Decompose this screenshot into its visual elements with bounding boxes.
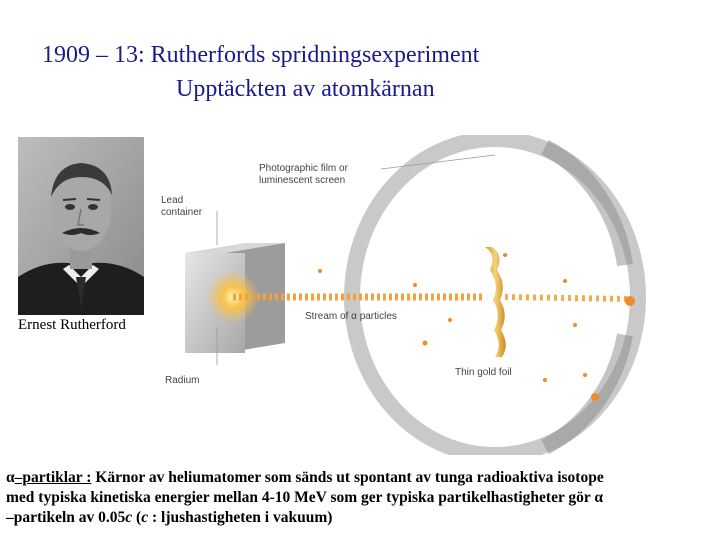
speed-of-light-symbol: c: [125, 509, 133, 526]
lead-label: Lead: [161, 195, 184, 206]
alpha-symbol-2: α: [594, 489, 604, 506]
alpha-particle-description: [6, 468, 716, 528]
description-line-2-text: med typiska kinetiska energier mellan 4-10 MeV som ger typiska partikelhastigheter gör: [6, 489, 591, 506]
alpha-symbol: α: [6, 469, 15, 486]
container-label: container: [161, 207, 203, 218]
description-line-3-start: –partikeln av 0.05: [6, 509, 126, 526]
foil-label: Thin gold foil: [455, 367, 512, 378]
photo-caption: Ernest Rutherford: [18, 317, 126, 333]
stream-label: Stream of α particles: [305, 311, 397, 322]
gold-foil: [485, 247, 506, 357]
film-label: Photographic film or: [259, 163, 348, 174]
radium-label: Radium: [165, 375, 200, 386]
title-line-2: Upptäckten av atomkärnan: [176, 76, 435, 102]
description-line-2: [6, 488, 716, 508]
rutherford-portrait: [18, 137, 144, 315]
scattering-diagram: [145, 135, 715, 455]
speed-of-light-symbol-2: c: [141, 509, 149, 526]
description-line-3: [6, 508, 716, 528]
film-label-2: luminescent screen: [259, 175, 346, 186]
description-line-3-end: : ljushastigheten i vakuum): [148, 509, 333, 526]
description-line-1: [6, 468, 716, 488]
term-alpha-particles: –partiklar :: [14, 469, 92, 486]
description-line-3-mid: (: [132, 509, 142, 526]
description-line-1-text: Kärnor av heliumatomer som sänds ut spontant av tunga radioaktiva isotope: [91, 469, 604, 486]
title-line-1: 1909 – 13: Rutherfords spridningsexperiment: [42, 42, 480, 68]
